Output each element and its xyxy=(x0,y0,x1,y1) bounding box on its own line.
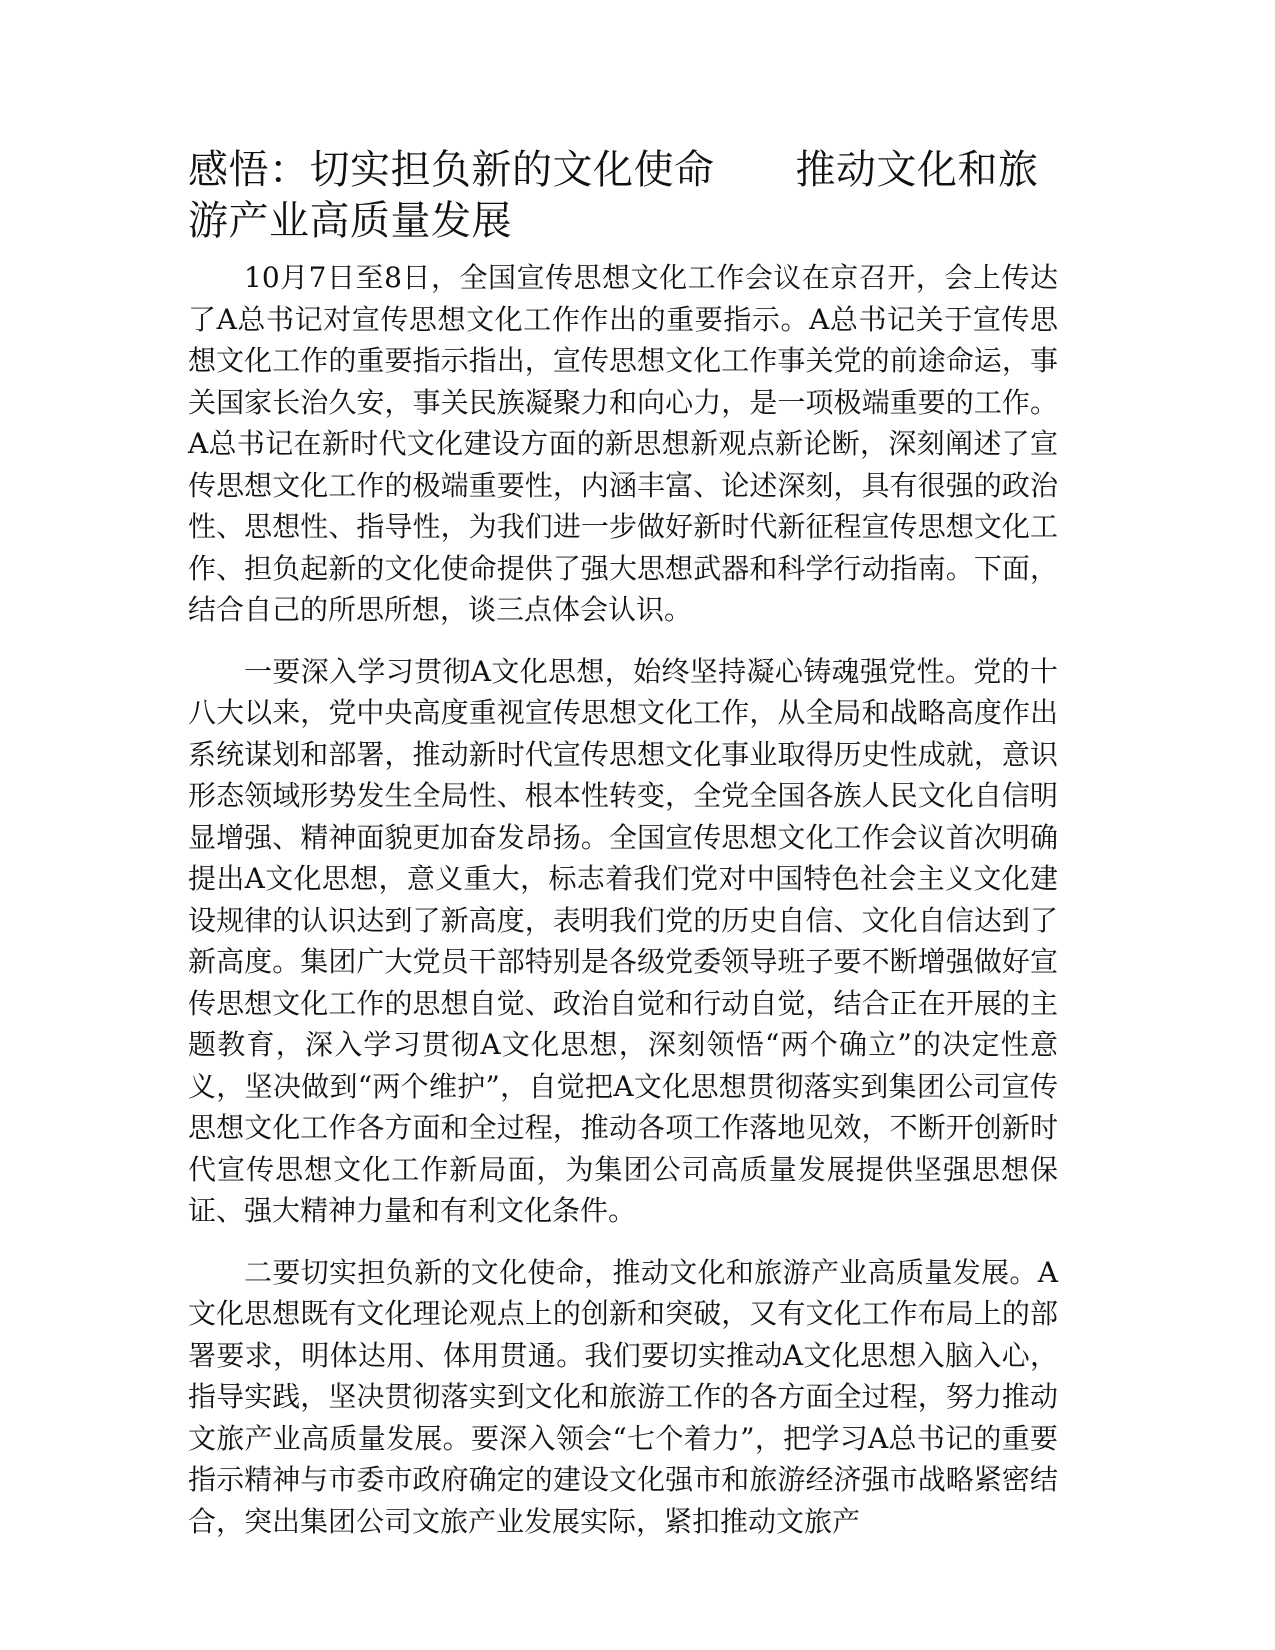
paragraph-point-one: 一要深入学习贯彻A文化思想，始终坚持凝心铸魂强党性。党的十八大以来，党中央高度重视宣传思想文化工作，从全局和战略高度作出系统谋划和部署，推动新时代宣传思想文化事业取得历史性成就，意识形态领域形势发生全局性、根本性转变，全党全国各族人民文化自信明显增强、精神面貌更加奋发昂扬。全国宣传思想文化工作会议首次明确提出A文化思想，意义重大，标志着我们党对中国特色社会主义文化建设规律的认识达到了新高度，表明我们党的历史自信、文化自信达到了新高度。集团广大党员干部特别是各级党委领导班子要不断增强做好宣传思想文化工作的思想自觉、政治自觉和行动自觉，结合正在开展的主题教育，深入学习贯彻A文化思想，深刻领悟“两个确立”的决定性意义，坚决做到“两个维护”，自觉把A文化思想贯彻落实到集团公司宣传思想文化工作各方面和全过程，推动各项工作落地见效，不断开创新时代宣传思想文化工作新局面，为集团公司高质量发展提供坚强思想保证、强大精神力量和有利文化条件。 xyxy=(188,654,1058,1227)
paragraph-point-two: 二要切实担负新的文化使命，推动文化和旅游产业高质量发展。A文化思想既有文化理论观点上的创新和突破，又有文化工作布局上的部署要求，明体达用、体用贯通。我们要切实推动A文化思想入脑入心，指导实践，坚决贯彻落实到文化和旅游工作的各方面全过程，努力推动文旅产业高质量发展。要深入领会“七个着力”，把学习A总书记的重要指示精神与市委市政府确定的建设文化强市和旅游经济强市战略紧密结合，突出集团公司文旅产业发展实际，紧扣推动文旅产 xyxy=(188,1255,1058,1538)
document-content xyxy=(188,145,1058,1542)
title-line-1: 感悟：切实担负新的文化使命 推动文化和旅 xyxy=(188,147,1039,193)
document-title xyxy=(188,145,1058,247)
title-line-2: 游产业高质量发展 xyxy=(188,198,512,244)
paragraph-intro: 10月7日至8日，全国宣传思想文化工作会议在京召开，会上传达了A总书记对宣传思想文化工作作出的重要指示。A总书记关于宣传思想文化工作的重要指示指出，宣传思想文化工作事关党的前途命运，事关国家长治久安，事关民族凝聚力和向心力，是一项极端重要的工作。A总书记在新时代文化建设方面的新思想新观点新论断，深刻阐述了宣传思想文化工作的极端重要性，内涵丰富、论述深刻，具有很强的政治性、思想性、指导性，为我们进一步做好新时代新征程宣传思想文化工作、担负起新的文化使命提供了强大思想武器和科学行动指南。下面，结合自己的所思所想，谈三点体会认识。 xyxy=(188,261,1058,626)
